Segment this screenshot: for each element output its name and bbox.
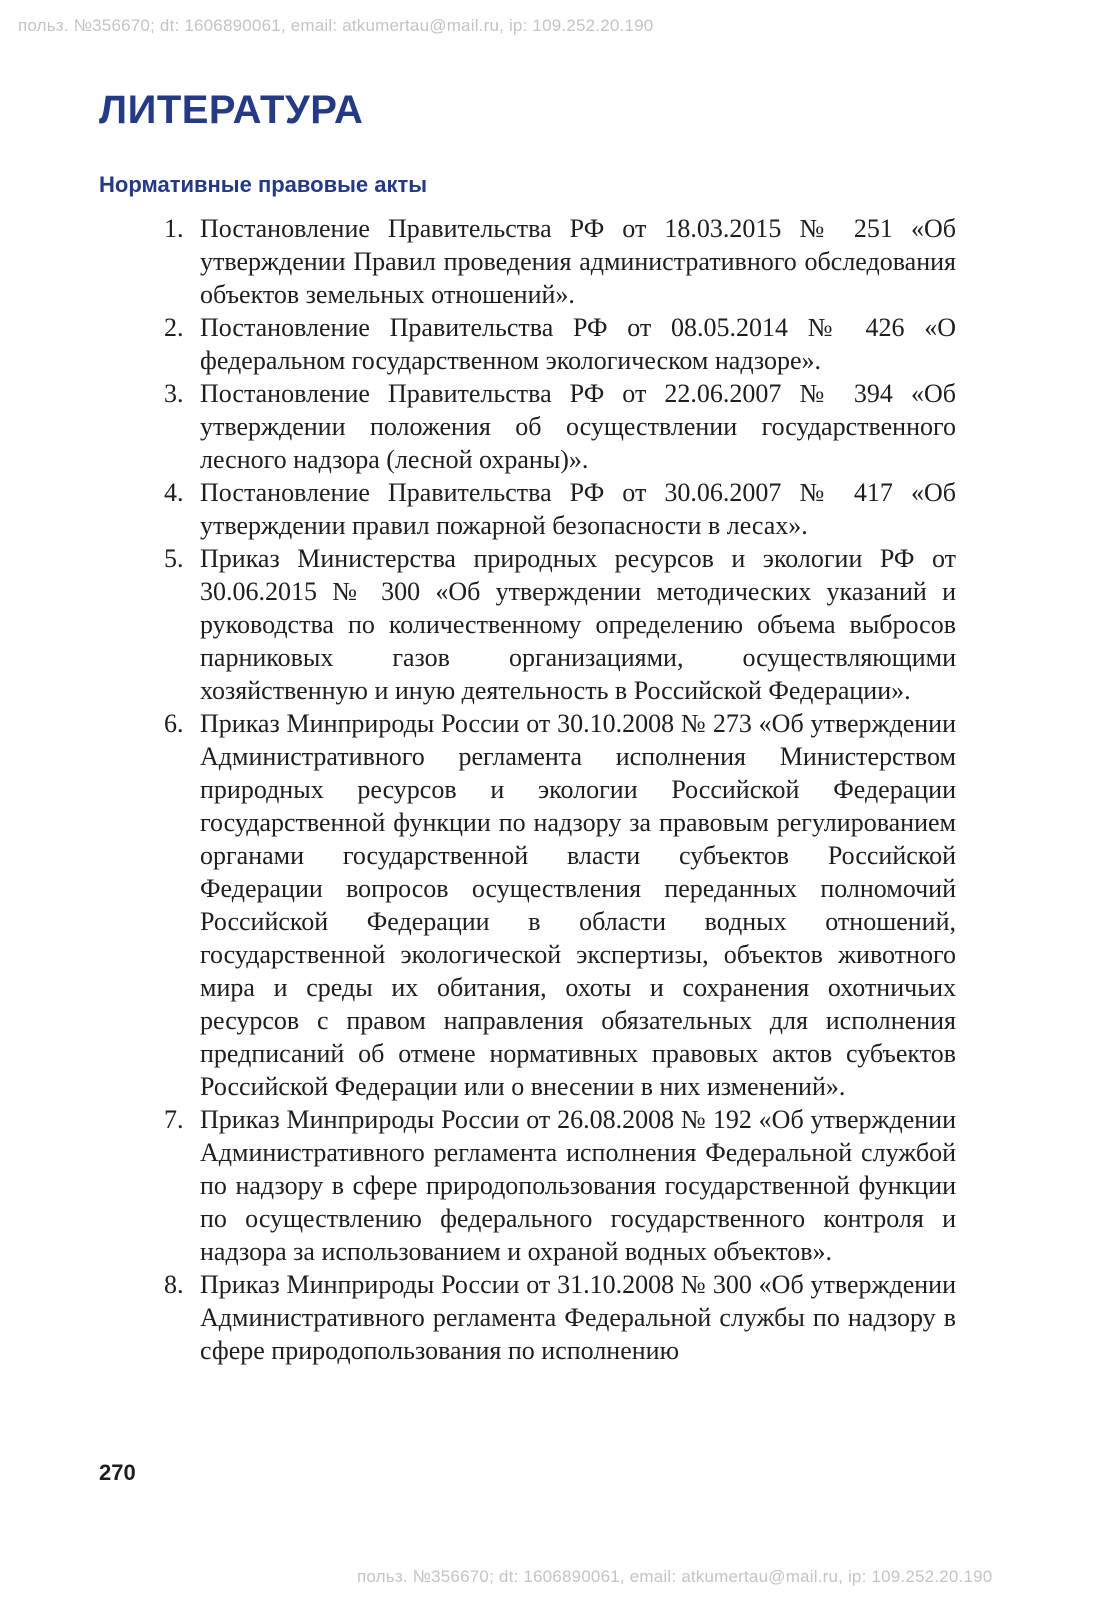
- watermark-bottom: польз. №356670; dt: 1606890061, email: atkumertau@mail.ru, ip: 109.252.20.190: [357, 1567, 993, 1586]
- reference-number: 7.: [164, 1105, 184, 1134]
- reference-item-7: [160, 1103, 956, 1268]
- reference-text: Приказ Минприроды России от 31.10.2008 № 300 «Об утверждении Административного регламента Федеральной службы по надзору в сфере природопользования по исполнению: [200, 1270, 956, 1365]
- reference-item-2: [160, 311, 956, 377]
- reference-item-8: [160, 1268, 956, 1367]
- reference-text: Приказ Минприроды России от 26.08.2008 № 192 «Об утверждении Административного регламента исполнения Федеральной службой по надзору в сфере природопользования государственной функции по осуществлению федерального государственного контроля и надзора за использованием и охраной водных объектов».: [200, 1105, 956, 1266]
- reference-number: 2.: [164, 313, 184, 342]
- page-title: ЛИТЕРАТУРА: [99, 88, 364, 132]
- reference-text: Постановление Правительства РФ от 08.05.2014 № 426 «О федеральном государственном экологическом надзоре».: [200, 313, 956, 375]
- reference-item-4: [160, 476, 956, 542]
- watermark-top: польз. №356670; dt: 1606890061, email: atkumertau@mail.ru, ip: 109.252.20.190: [18, 16, 654, 35]
- reference-number: 4.: [164, 478, 184, 507]
- reference-number: 3.: [164, 379, 184, 408]
- reference-list: [160, 212, 956, 1367]
- reference-number: 1.: [164, 214, 184, 243]
- reference-item-5: [160, 542, 956, 707]
- reference-text: Постановление Правительства РФ от 22.06.2007 № 394 «Об утверждении положения об осуществлении государственного лесного надзора (лесной охраны)».: [200, 379, 956, 474]
- reference-item-1: [160, 212, 956, 311]
- reference-text: Приказ Минприроды России от 30.10.2008 № 273 «Об утверждении Административного регламента исполнения Министерством природных ресурсов и экологии Российской Федерации государственной функции по надзору за правовым регулированием органами государственной власти субъектов Российской Федерации вопросов осуществления переданных полномочий Российской Федерации в области водных отношений, государственной экологической экспертизы, объектов животного мира и среды их обитания, охоты и сохранения охотничьих ресурсов с правом направления обязательных для исполнения предписаний об отмене нормативных правовых актов субъектов Российской Федерации или о внесении в них изменений».: [200, 709, 956, 1101]
- page-number: 270: [99, 1460, 136, 1485]
- reference-text: Постановление Правительства РФ от 30.06.2007 № 417 «Об утверждении правил пожарной безопасности в лесах».: [200, 478, 956, 540]
- section-title: Нормативные правовые акты: [99, 172, 428, 197]
- reference-text: Постановление Правительства РФ от 18.03.2015 № 251 «Об утверждении Правил проведения административного обследования объектов земельных отношений».: [200, 214, 956, 309]
- reference-item-6: [160, 707, 956, 1103]
- reference-number: 5.: [164, 544, 184, 573]
- reference-number: 8.: [164, 1270, 184, 1299]
- reference-text: Приказ Министерства природных ресурсов и экологии РФ от 30.06.2015 № 300 «Об утверждении методических указаний и руководства по количественному определению объема выбросов парниковых газов организациями, осуществляющими хозяйственную и иную деятельность в Российской Федерации».: [200, 544, 956, 705]
- reference-item-3: [160, 377, 956, 476]
- reference-number: 6.: [164, 709, 184, 738]
